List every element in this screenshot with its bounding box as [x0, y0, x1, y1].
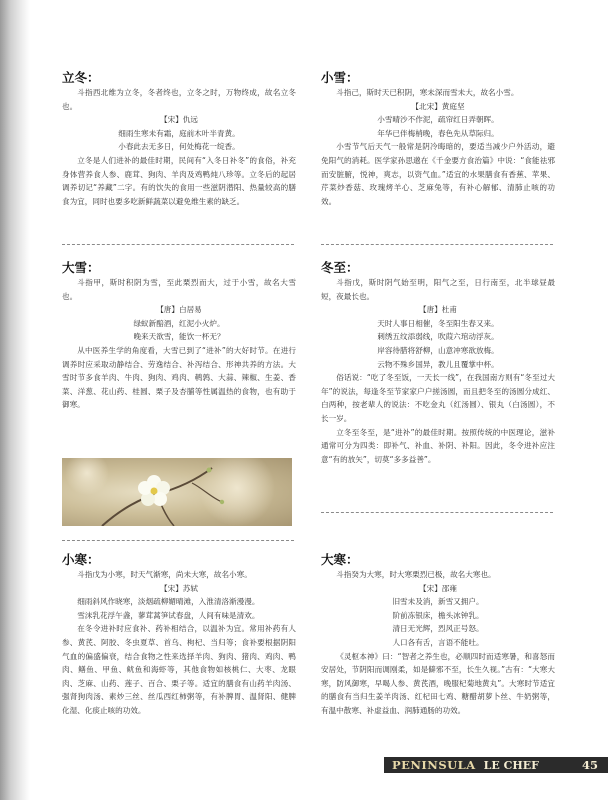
poem-line: 小春此去无多日，何处梅花一绽香。: [118, 142, 240, 152]
section-divider: [62, 244, 294, 245]
section-xiaoxue: [321, 70, 555, 208]
poem-line: 云物不殊乡国异，教儿且覆掌中杯。: [377, 359, 499, 369]
section-intro: 斗指己，斯时天已积阴，寒未深而雪未大，故名小雪。: [336, 88, 519, 97]
section-body: 《灵枢本神》曰：“智者之养生也，必顺四时而适寒暑，和喜怒而安居处，节阴阳而调刚柔，如是僻邪不至，长生久视。”古有：“大寒大寒，防风御寒，早喝人参、黄芪酒，晚服杞菊地黄丸”。大寒时节适宜的膳食有当归生姜羊肉汤、红杞田七鸡、糖醋胡萝卜丝、牛奶粥等，有温中散寒、补虚益血、润肺通肠的功效。: [321, 651, 555, 715]
poem-line: 年华已伴梅梢晚，春色先从草际归。: [377, 128, 499, 138]
poem-line: 晚来天欲雪，能饮一杯无？: [133, 332, 225, 342]
section-divider: [62, 540, 294, 541]
poem-line: 绿蚁新醅酒，红泥小火炉。: [133, 318, 225, 328]
poem-line: 细雨斜风作晓寒，淡烟疏柳媚晴滩，入淮清洛渐漫漫。: [77, 597, 260, 607]
section-dahan: [321, 552, 555, 718]
poem-author: 【唐】白居易: [156, 305, 202, 315]
poem-author: 【北宋】黄庭坚: [411, 101, 465, 111]
plum-blossom-illustration: [62, 458, 292, 526]
section-intro: 斗指西北维为立冬，冬者终也，立冬之时，万物终成，故名立冬也。: [62, 88, 296, 111]
section-body: 立冬是人们进补的最佳时期，民间有“入冬日补冬”的食俗，补充身体营养食人参、鹿茸、狗肉、羊肉及鸡鸭炖八珍等。立冬后的起居调养切记“养藏”二字。有的饮失的食用一些滋阴潜阳、热量较高的膳食为宜，同时也要多吃新鲜蔬菜以避免维生素的缺乏。: [62, 155, 296, 206]
section-divider: [321, 512, 553, 513]
section-title: 大雪：: [62, 260, 100, 275]
section-title: 小雪：: [321, 70, 359, 85]
section-body: 小雪节气后天气一般常是阴冷晦暗的，要适当减少户外活动，避免阳气的消耗。医学家孙思邈在《千金要方食治篇》中说：“食能祛邪而安脏腑，悦神，爽志，以资气血。”适宜的水果膳食有香蕉、苹果、芹菜炒香菇、玫瑰烤羊心、芝麻兔等，有补心解郁、清肺止咳的功效。: [321, 142, 555, 206]
poem-line: 细雨生寒未有霜，庭前木叶半青黄。: [118, 128, 240, 138]
poem-author: 【宋】邵雍: [419, 583, 457, 593]
section-title: 立冬：: [62, 70, 100, 85]
section-body: 在冬令进补时应食补、药补相结合，以温补为宜。常用补药有人参、黄芪、阿胶、冬虫夏草、首乌、枸杞、当归等；食补要根据阴阳气血的偏盛偏衰，结合食物之性来选择羊肉、狗肉、猪肉、鸡肉、鸭肉、鳝鱼、甲鱼、鱿鱼和海虾等，其他食物如核桃仁、大枣、龙眼肉、芝麻、山药、莲子、百合、栗子等。适宜的膳食有山药羊肉汤、强肾狗肉汤、素炒三丝、丝瓜西红柿粥等，有补脾胃、温肾阳、健脾化湿、化痰止咳的功效。: [62, 624, 296, 715]
poem-line: 岸容待腊将舒柳，山意冲寒欲放梅。: [377, 345, 499, 355]
poem-line: 人口各有舌，言语不能吐。: [392, 637, 484, 647]
page-binding-shadow: [0, 0, 30, 800]
poem-line: 小雪晴沙不作泥，疏帘红日弄朝晖。: [377, 115, 499, 125]
section-body: 立冬至冬至，是“进补”的最佳时期。按照传统的中医理论，滋补通常可分为四类：即补气、补血、补阴、补阳。因此，冬令进补应注意“有的放矢”，切莫“多多益善”。: [321, 427, 555, 464]
section-title: 小寒：: [62, 552, 100, 567]
page-number: 45: [581, 758, 598, 772]
section-title: 大寒：: [321, 552, 359, 567]
poem-line: 清日无光辉，烈风正号怒。: [392, 624, 484, 634]
section-intro: 斗指甲，斯时积阴为雪，至此栗烈而大，过于小雪，故名大雪也。: [62, 278, 296, 301]
section-dongzhi: [321, 260, 555, 466]
magazine-subtitle: LE CHEF: [483, 758, 539, 772]
section-body: 从中医养生学的角度看，大雪已到了“进补”的大好时节。在进行调养时应采取动静结合、劳逸结合、补泻结合、形神共养的方法。大雪时节多食羊肉、牛肉、狗肉、鸡肉、鹌鹑、大蒜、辣椒、生姜、香菜、洋葱、花山药、桂圆、栗子及杏脯等性属温热的食物，也有助于御寒。: [62, 345, 296, 410]
section-body: 俗话说：“吃了冬至饭，一天长一线”，在我国南方则有“冬至过大年”的说法，每逢冬至节家家户户搓汤圆，而且把冬至的汤圆分成红、白两种，按老辈人的说法：不吃金丸（红汤圆）、银丸（白汤圆），不长一岁。: [321, 373, 555, 423]
section-lidong: [62, 70, 296, 208]
poem-line: 阶前冻银床，檐头冰钟乳。: [392, 610, 484, 620]
section-xiaohan: [62, 552, 296, 718]
poem-line: 天时人事日相催，冬至阳生春又来。: [377, 318, 499, 328]
magazine-footer: [384, 757, 608, 773]
poem-line: 刺绣五纹添弱线，吹葭六琯动浮灰。: [377, 332, 499, 342]
poem-author: 【宋】仇远: [160, 115, 198, 125]
section-title: 冬至：: [321, 260, 359, 275]
section-divider: [321, 244, 553, 245]
plum-blossom-photo: [62, 458, 292, 526]
poem-author: 【唐】杜甫: [419, 305, 457, 315]
section-intro: 斗指戊为小寒，时天气渐寒，尚未大寒，故名小寒。: [77, 570, 252, 579]
section-intro: 斗指戊，斯时阴气始至明，阳气之至，日行南至，北半球昼最短，夜最长也。: [321, 278, 555, 301]
section-intro: 斗指癸为大寒，时大寒栗烈已极，故名大寒也。: [336, 570, 496, 579]
section-daxue: [62, 260, 296, 412]
poem-author: 【宋】苏轼: [160, 583, 198, 593]
poem-line: 旧雪未及消，新雪又拥户。: [392, 597, 484, 607]
magazine-brand: PENINSULA: [392, 758, 476, 772]
poem-line: 雪沫乳花浮午盏，蓼茸蒿笋试春盘，人间有味是清欢。: [77, 610, 260, 620]
